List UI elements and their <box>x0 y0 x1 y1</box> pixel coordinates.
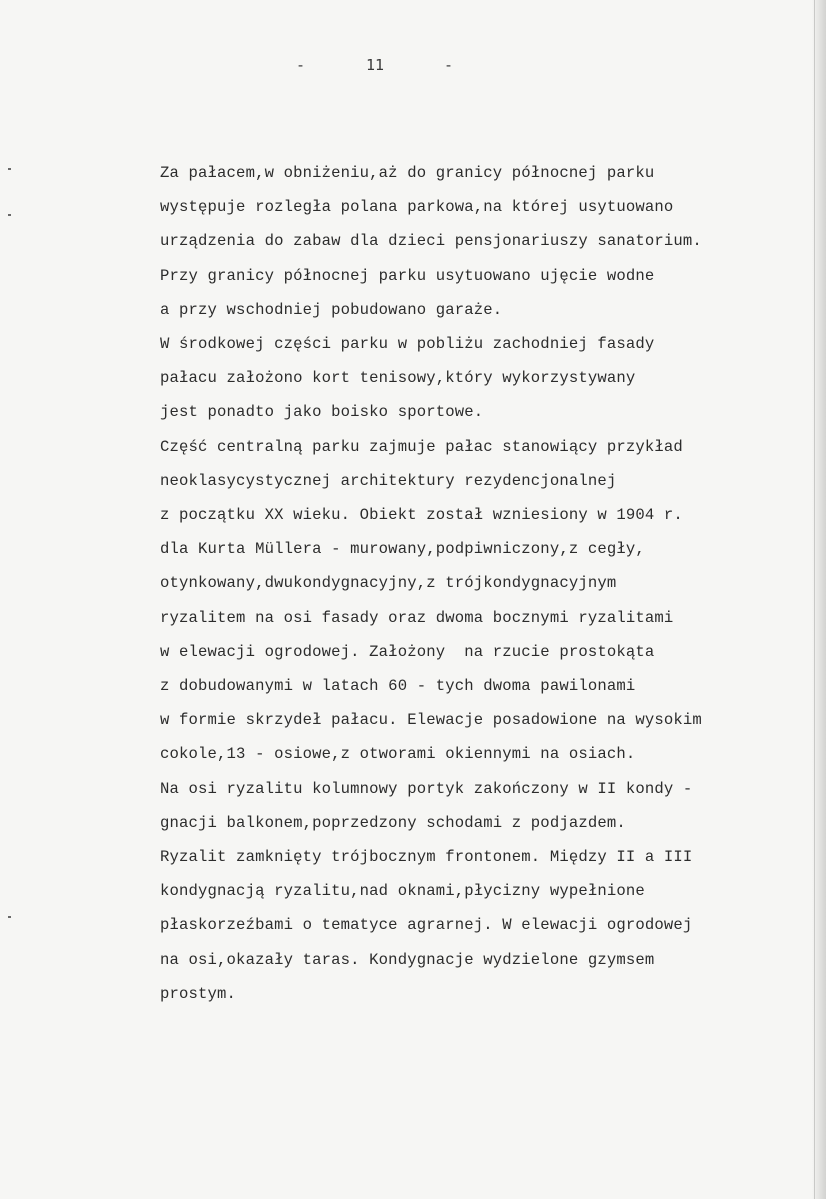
text-line: Część centralną parku zajmuje pałac stanowiący przykład <box>160 437 683 456</box>
header-dash-right: - <box>444 56 454 74</box>
page-number: 11 <box>366 56 385 74</box>
page-edge-line <box>814 0 815 1199</box>
text-line: cokole,13 - osiowe,z otworami okiennymi na osiach. <box>160 745 636 764</box>
text-line: Na osi ryzalitu kolumnowy portyk zakończony w II kondy - <box>160 779 693 798</box>
text-line: w formie skrzydeł pałacu. Elewacje posadowione na wysokim <box>160 711 702 730</box>
page-header <box>0 54 826 78</box>
text-line: neoklasycystycznej architektury rezydencjonalnej <box>160 471 617 490</box>
text-line: Za pałacem,w obniżeniu,aż do granicy północnej parku <box>160 164 655 182</box>
text-line: prostym. <box>160 984 237 1003</box>
text-line: pałacu założono kort tenisowy,który wykorzystywany <box>160 369 636 388</box>
text-line: z początku XX wieku. Obiekt został wzniesiony w 1904 r. <box>160 506 683 525</box>
text-line: a przy wschodniej pobudowano garaże. <box>160 300 503 319</box>
header-dash-left: - <box>296 56 306 74</box>
text-line: Ryzalit zamknięty trójbocznym frontonem. Między II a III <box>160 848 693 867</box>
text-line: kondygnacją ryzalitu,nad oknami,płycizny wypełnione <box>160 882 645 901</box>
text-line: urządzenia do zabaw dla dzieci pensjonariuszy sanatorium. <box>160 232 702 251</box>
text-line: dla Kurta Müllera - murowany,podpiwniczony,z cegły, <box>160 540 645 559</box>
text-line: występuje rozległa polana parkowa,na której usytuowano <box>160 198 674 217</box>
text-line: gnacji balkonem,poprzedzony schodami z podjazdem. <box>160 813 626 832</box>
margin-mark <box>8 214 11 216</box>
text-line: jest ponadto jako boisko sportowe. <box>160 403 484 422</box>
text-line: otynkowany,dwukondygnacyjny,z trójkondygnacyjnym <box>160 574 617 593</box>
margin-mark <box>8 168 11 170</box>
text-line: na osi,okazały taras. Kondygnacje wydzielone gzymsem <box>160 950 655 969</box>
text-line: W środkowej części parku w pobliżu zachodniej fasady <box>160 335 655 354</box>
margin-mark <box>8 916 11 918</box>
text-line: płaskorzeźbami o tematyce agrarnej. W elewacji ogrodowej <box>160 916 693 935</box>
text-line: Przy granicy północnej parku usytuowano ujęcie wodne <box>160 266 655 285</box>
text-line: z dobudowanymi w latach 60 - tych dwoma pawilonami <box>160 677 636 696</box>
text-line: ryzalitem na osi fasady oraz dwoma bocznymi ryzalitami <box>160 608 674 627</box>
body-paragraph <box>160 156 780 1011</box>
text-line: w elewacji ogrodowej. Założony na rzucie prostokąta <box>160 642 655 661</box>
